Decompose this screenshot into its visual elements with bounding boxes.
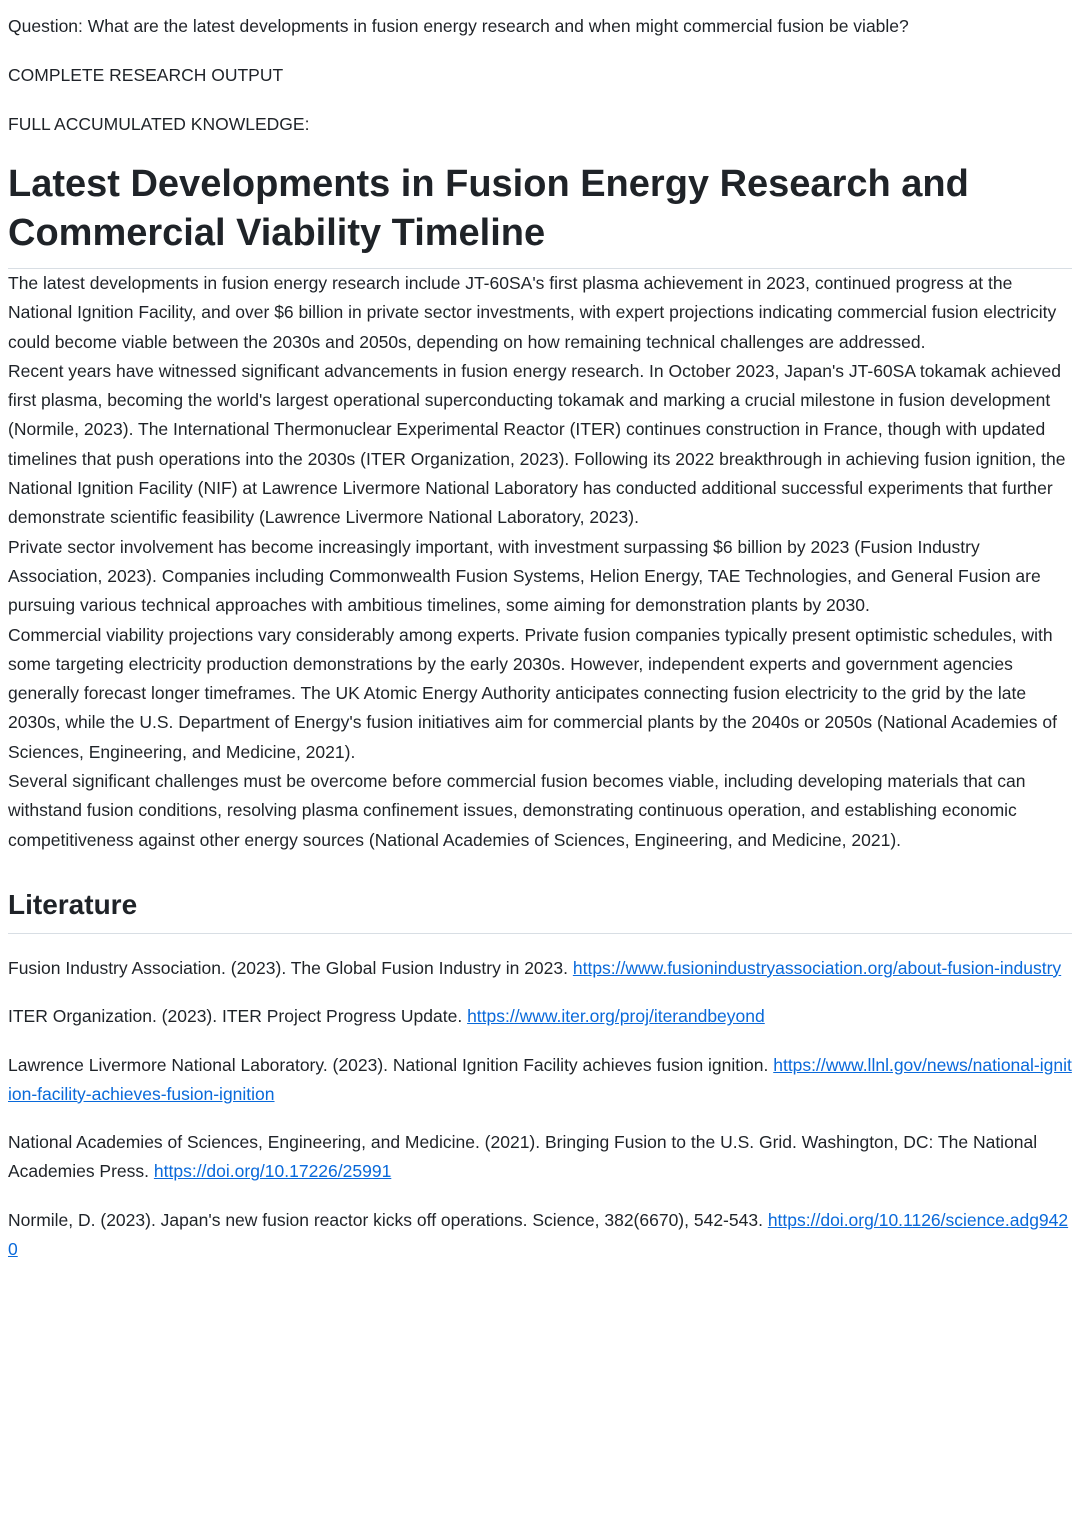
- literature-heading: Literature: [8, 887, 1072, 934]
- private-sector-paragraph: Private sector involvement has become increasingly important, with investment surpassing $6 billion by 2023 (Fusion Industry Association, 2023). Companies including Commonwealth Fusion Systems, Helion Energy, TAE Technologies, and General Fusion are pursuing various technical approaches with ambitious timelines, some aiming for demonstration plants by 2030.: [8, 536, 1041, 616]
- reference-item: [8, 1051, 1072, 1110]
- reference-link[interactable]: https://doi.org/10.1126/science.adg9420: [8, 1209, 1069, 1260]
- reference-item: [8, 1206, 1072, 1265]
- reference-item: [8, 1002, 1072, 1031]
- developments-paragraph: Recent years have witnessed significant advancements in fusion energy research. In October 2023, Japan's JT-60SA tokamak achieved first plasma, becoming the world's largest operational superconducting tokamak and marking a crucial milestone in fusion development (Normile, 2023). The International Thermonuclear Experimental Reactor (ITER) continues construction in France, though with updated timelines that push operations into the 2030s (ITER Organization, 2023). Following its 2022 breakthrough in achieving fusion ignition, the National Ignition Facility (NIF) at Lawrence Livermore National Laboratory has conducted additional successful experiments that further demonstrate scientific feasibility (Lawrence Livermore National Laboratory, 2023).: [8, 360, 1066, 528]
- reference-list: [8, 954, 1072, 1264]
- reference-item: [8, 1128, 1072, 1187]
- reference-text: Normile, D. (2023). Japan's new fusion reactor kicks off operations. Science, 382(6670), 542-543.: [8, 1209, 768, 1230]
- reference-item: [8, 954, 1072, 983]
- reference-text: Lawrence Livermore National Laboratory. (2023). National Ignition Facility achieves fusion ignition.: [8, 1054, 774, 1075]
- reference-link[interactable]: https://www.llnl.gov/news/national-ignition-facility-achieves-fusion-ignition: [8, 1054, 1072, 1104]
- reference-link[interactable]: https://www.fusionindustryassociation.org/about-fusion-industry: [572, 957, 1062, 978]
- knowledge-label: FULL ACCUMULATED KNOWLEDGE:: [8, 114, 310, 134]
- output-label: COMPLETE RESEARCH OUTPUT: [8, 65, 284, 85]
- reference-link[interactable]: https://doi.org/10.17226/25991: [153, 1161, 392, 1182]
- article-title: Latest Developments in Fusion Energy Research and Commercial Viability Timeline: [8, 160, 1072, 269]
- challenges-paragraph: Several significant challenges must be overcome before commercial fusion becomes viable, including developing materials that can withstand fusion conditions, resolving plasma confinement issues, demonstrating continuous operation, and establishing economic competitiveness against other energy sources (National Academies of Sciences, Engineering, and Medicine, 2021).: [8, 771, 1026, 850]
- reference-link[interactable]: https://www.iter.org/proj/iterandbeyond: [467, 1006, 765, 1027]
- viability-paragraph: Commercial viability projections vary considerably among experts. Private fusion companies typically present optimistic schedules, with some targeting electricity production demonstrations by the early 2030s. However, independent experts and government agencies generally forecast longer timeframes. The UK Atomic Energy Authority anticipates connecting fusion electricity to the grid by the late 2030s, while the U.S. Department of Energy's fusion initiatives aim for commercial plants by the 2040s or 2050s (National Academies of Sciences, Engineering, and Medicine, 2021).: [8, 624, 1058, 762]
- reference-text: National Academies of Sciences, Engineering, and Medicine. (2021). Bringing Fusion to the U.S. Grid. Washington, DC: The National Academies Press.: [8, 1132, 1038, 1182]
- reference-text: Fusion Industry Association. (2023). The Global Fusion Industry in 2023.: [8, 957, 573, 978]
- summary-paragraph: The latest developments in fusion energy research include JT-60SA's first plasma achievement in 2023, continued progress at the National Ignition Facility, and over $6 billion in private sector investments, with expert projections indicating commercial fusion electricity could become viable between the 2030s and 2050s, depending on how remaining technical challenges are addressed.: [8, 273, 1057, 352]
- question-line: Question: What are the latest developments in fusion energy research and when might commercial fusion be viable?: [8, 16, 909, 36]
- reference-text: ITER Organization. (2023). ITER Project Progress Update.: [8, 1006, 468, 1027]
